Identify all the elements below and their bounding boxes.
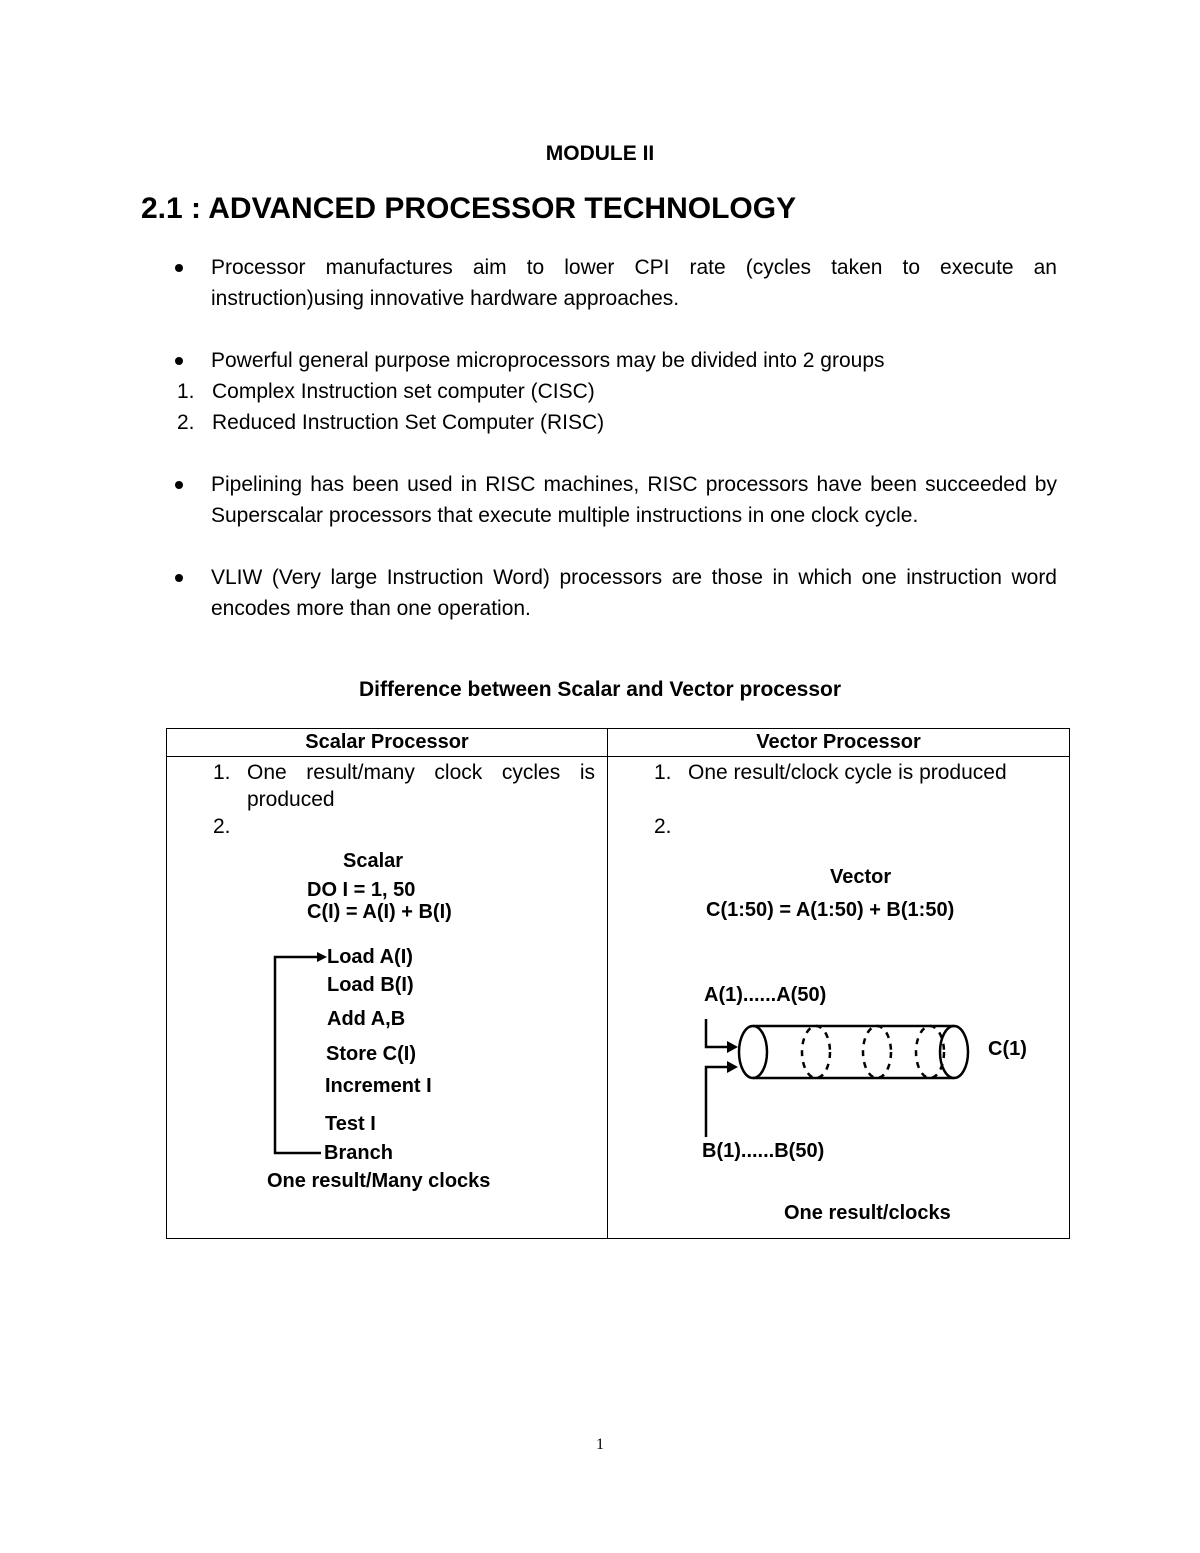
bullet-item: [141, 562, 1057, 624]
item-text: One result/clock cycle is produced: [688, 761, 1007, 784]
vector-pipeline-icon: [739, 1026, 968, 1078]
page-number: 1: [596, 1436, 604, 1453]
scalar-diagram-title: Scalar: [343, 850, 404, 872]
input-arrows: [706, 1019, 738, 1137]
loop-arrow-icon: [317, 952, 327, 962]
list-text: Reduced Instruction Set Computer (RISC): [212, 411, 605, 434]
arrow-b-icon: [727, 1061, 738, 1073]
bullet-text: VLIW (Very large Instruction Word) processors are those in which one instruction word encodes more than one operation.: [211, 566, 1057, 620]
bullet-item: [141, 252, 1057, 314]
list-item: [141, 376, 1057, 407]
header-scalar: Scalar Processor: [167, 729, 608, 757]
comparison-table: [166, 728, 1070, 1239]
bullet-text: Processor manufactures aim to lower CPI rate (cycles taken to execute an instruction)using innovative hardware approaches.: [211, 256, 1057, 310]
bullet-list: [141, 252, 1057, 655]
table-row: [167, 757, 1070, 1239]
table-title: Difference between Scalar and Vector processor: [358, 678, 842, 701]
vector-input-b: B(1)......B(50): [702, 1140, 825, 1162]
bullet-dot-icon: [175, 264, 183, 272]
vector-cell: [608, 757, 1070, 1239]
processor-groups-list: [177, 376, 1057, 438]
header-vector: Vector Processor: [608, 729, 1070, 757]
bullet-text: Pipelining has been used in RISC machines, RISC processors have been succeeded by Superscalar processors that execute multiple instructions in one clock cycle.: [211, 473, 1057, 527]
scalar-step: Load A(I): [327, 946, 413, 968]
bullet-text: Powerful general purpose microprocessors may be divided into 2 groups: [211, 349, 885, 372]
bullet-item: [141, 345, 1057, 438]
scalar-caption: One result/Many clocks: [267, 1170, 491, 1192]
vector-diagram: [608, 837, 1068, 1237]
item-text: One result/many clock cycles is produced: [247, 761, 595, 811]
item-number: 2.: [213, 815, 231, 838]
scalar-step: Load B(I): [327, 974, 414, 996]
item-number: 1.: [654, 761, 672, 784]
list-text: Complex Instruction set computer (CISC): [212, 380, 595, 403]
scalar-diagram: [247, 837, 667, 1217]
module-title: MODULE II: [545, 142, 655, 165]
bullet-item: [141, 469, 1057, 531]
vector-equation: C(1:50) = A(1:50) + B(1:50): [706, 899, 955, 921]
list-item: [141, 407, 1057, 438]
item-number: 1.: [213, 761, 231, 784]
arrow-a-icon: [727, 1041, 738, 1053]
loop-line: [275, 957, 321, 1153]
scalar-step: Add A,B: [327, 1008, 406, 1030]
scalar-step: Test I: [325, 1113, 376, 1135]
section-heading: 2.1 : ADVANCED PROCESSOR TECHNOLOGY: [141, 192, 797, 225]
scalar-step: Increment I: [325, 1075, 432, 1097]
bullet-dot-icon: [175, 481, 183, 489]
list-number: 2.: [177, 411, 195, 434]
item-number: 2.: [654, 815, 672, 838]
vector-caption: One result/clocks: [784, 1202, 951, 1224]
vector-input-a: A(1)......A(50): [704, 984, 827, 1006]
scalar-loop: DO I = 1, 50: [307, 879, 416, 901]
scalar-cell: [167, 757, 608, 1239]
vector-output: C(1): [988, 1038, 1027, 1060]
scalar-equation: C(I) = A(I) + B(I): [307, 901, 452, 923]
scalar-step: Store C(I): [326, 1043, 416, 1065]
table-header-row: [167, 729, 1070, 757]
bullet-dot-icon: [175, 357, 183, 365]
bullet-dot-icon: [175, 574, 183, 582]
vector-diagram-title: Vector: [830, 866, 892, 888]
list-number: 1.: [177, 380, 195, 403]
scalar-step: Branch: [324, 1142, 393, 1164]
